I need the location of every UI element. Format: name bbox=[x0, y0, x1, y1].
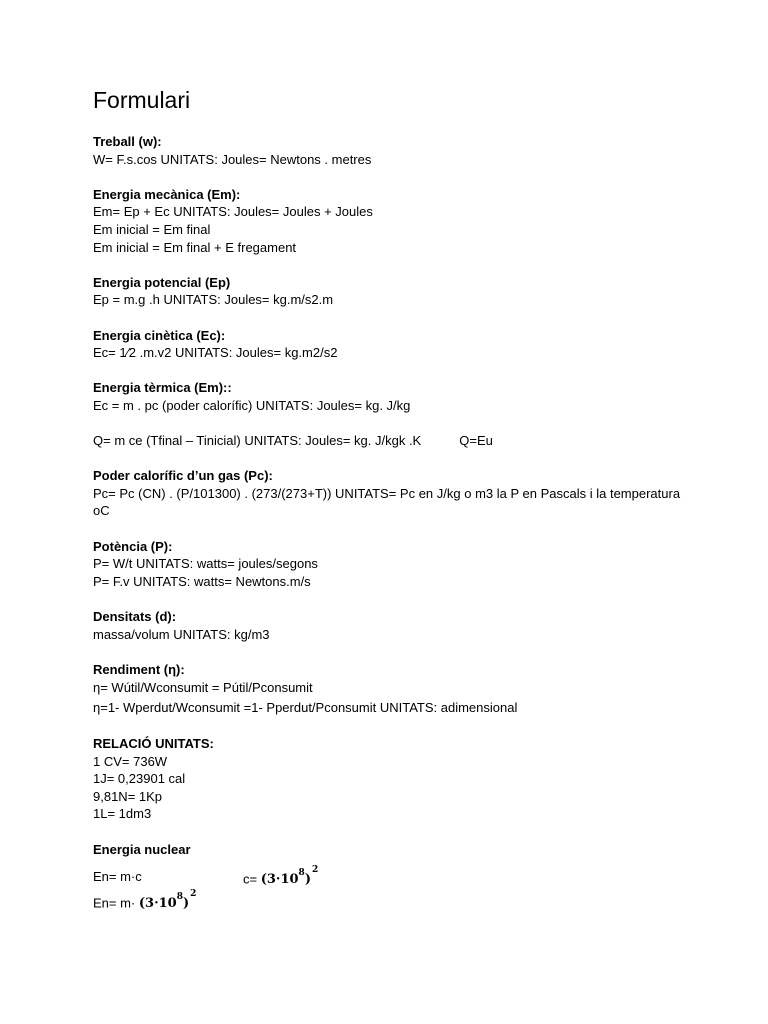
heading-energia-cinetica: Energia cinètica (Ec): bbox=[93, 327, 226, 343]
formula-en2-prefix: En= m· bbox=[93, 895, 136, 911]
close-paren: ) bbox=[182, 896, 190, 912]
document-page bbox=[93, 84, 693, 932]
formula-en-c bbox=[93, 865, 693, 888]
base: 3·10 bbox=[145, 896, 177, 912]
base: 3·10 bbox=[266, 872, 299, 888]
formula-treball: W= F.s.cos UNITATS: Joules= Newtons . metres bbox=[93, 151, 372, 167]
section-poder-calorific bbox=[93, 467, 693, 520]
formula-density: massa/volum UNITATS: kg/m3 bbox=[93, 626, 270, 642]
unit-cv: 1 CV= 736W bbox=[93, 753, 168, 769]
formula-efficiency: η= Wútil/Wconsumit = Pútil/Pconsumit bbox=[93, 680, 313, 696]
formula-ec: Ec= 1⁄2 .m.v2 UNITATS: Joules= kg.m2/s2 bbox=[93, 345, 338, 361]
section-treball bbox=[93, 133, 693, 168]
formula-c-prefix: c= bbox=[243, 871, 258, 887]
speed-of-light-expression bbox=[260, 865, 319, 888]
inner-exponent: 8 bbox=[176, 891, 183, 902]
spacer bbox=[93, 415, 693, 433]
section-energia-mecanica bbox=[93, 186, 693, 256]
outer-exponent: 2 bbox=[311, 865, 319, 876]
open-paren: ( bbox=[260, 872, 267, 888]
heading-densitats: Densitats (d): bbox=[93, 609, 177, 625]
section-energia-nuclear bbox=[93, 841, 693, 915]
formula-en-prefix: En= m·c bbox=[93, 869, 142, 885]
formula-power-work: P= W/t UNITATS: watts= joules/segons bbox=[93, 556, 318, 572]
formula-efficiency-loss: η=1- Wperdut/Wconsumit =1- Pperdut/Pconsumit UNITATS: adimensional bbox=[93, 699, 518, 715]
formula-em: Em= Ep + Ec UNITATS: Joules= Joules + Joules bbox=[93, 204, 373, 220]
formula-heat-text: Q= m ce (Tfinal – Tinicial) UNITATS: Joules= kg. J/kgk .K bbox=[93, 433, 422, 449]
section-potencia bbox=[93, 538, 693, 591]
formula-heat bbox=[93, 432, 693, 450]
formula-em-friction: Em inicial = Em final + E fregament bbox=[93, 239, 297, 255]
formula-calorific: Ec = m . pc (poder calorífic) UNITATS: Joules= kg. J/kg bbox=[93, 397, 411, 413]
unit-newton-kp: 9,81N= 1Kp bbox=[93, 788, 163, 804]
open-paren: ( bbox=[138, 896, 146, 912]
section-relacio-unitats bbox=[93, 735, 693, 823]
outer-exponent: 2 bbox=[190, 889, 197, 900]
heading-energia-mecanica: Energia mecànica (Em): bbox=[93, 186, 241, 202]
heading-relacio-unitats: RELACIÓ UNITATS: bbox=[93, 736, 214, 751]
heading-potencia: Potència (P): bbox=[93, 538, 173, 554]
close-paren: ) bbox=[304, 872, 311, 888]
heading-energia-termica: Energia tèrmica (Em):: bbox=[93, 380, 232, 396]
heading-rendiment: Rendiment (η): bbox=[93, 661, 185, 677]
heading-poder-calorific: Poder calorífic d’un gas (Pc): bbox=[93, 468, 273, 484]
unit-litre: 1L= 1dm3 bbox=[93, 806, 152, 822]
formula-q-eu: Q=Eu bbox=[459, 433, 493, 449]
section-energia-termica bbox=[93, 379, 693, 449]
formula-pc: Pc= Pc (CN) . (P/101300) . (273/(273+T)) UNITATS= Pc en J/kg o m3 la P en Pascals i la temperatura oC bbox=[93, 485, 681, 519]
formula-c-value bbox=[243, 865, 319, 891]
formula-en-expanded bbox=[93, 889, 693, 915]
formula-em-conservation: Em inicial = Em final bbox=[93, 221, 211, 237]
page-title: Formulari bbox=[93, 87, 191, 113]
section-densitats bbox=[93, 608, 693, 643]
formula-power-force: P= F.v UNITATS: watts= Newtons.m/s bbox=[93, 573, 311, 589]
unit-joule-cal: 1J= 0,23901 cal bbox=[93, 771, 186, 787]
heading-energia-potencial: Energia potencial (Ep) bbox=[93, 274, 231, 290]
inner-exponent: 8 bbox=[298, 868, 305, 879]
section-energia-potencial bbox=[93, 274, 693, 309]
energy-expression bbox=[138, 889, 197, 912]
formula-ep: Ep = m.g .h UNITATS: Joules= kg.m/s2.m bbox=[93, 292, 334, 308]
heading-energia-nuclear: Energia nuclear bbox=[93, 841, 191, 857]
section-rendiment bbox=[93, 661, 693, 718]
heading-treball: Treball (w): bbox=[93, 134, 162, 149]
section-energia-cinetica bbox=[93, 327, 693, 362]
